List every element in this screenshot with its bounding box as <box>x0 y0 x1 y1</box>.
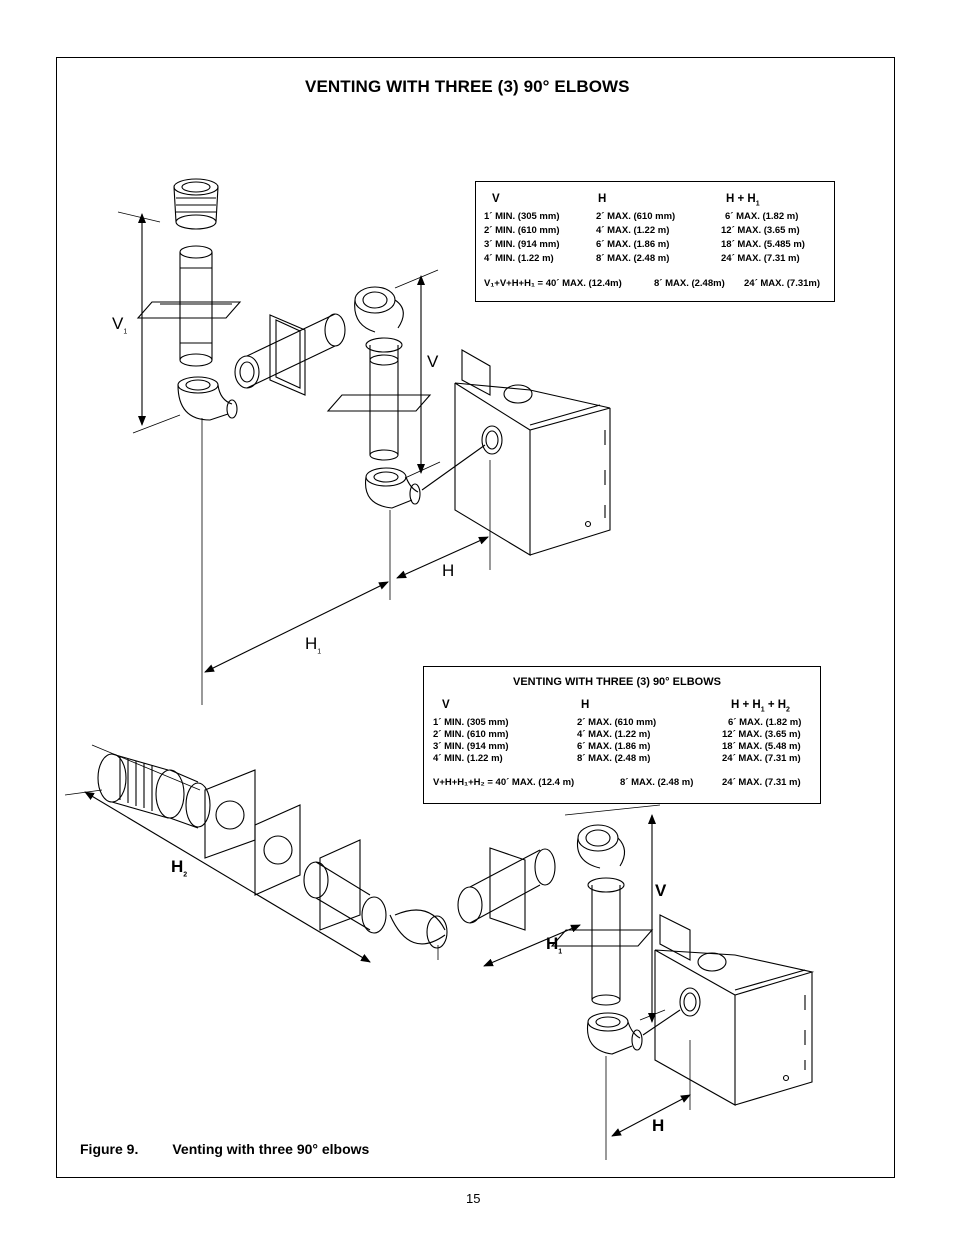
table-cell: 1´ MIN. (305 mm) <box>433 717 509 728</box>
table-cell: 6´ MAX. (1.82 m) <box>728 717 802 728</box>
page-number: 15 <box>466 1191 481 1206</box>
label-h-bottom: H <box>652 1116 665 1135</box>
table-cell: 8´ MAX. (2.48 m) <box>577 753 651 764</box>
label-v1: $V_1$ <box>112 314 128 336</box>
table-cell: 3´ MIN. (914 mm) <box>433 741 509 752</box>
table-cell: 4´ MAX. (1.22 m) <box>577 729 651 740</box>
table-cell: 6´ MAX. (1.86 m) <box>596 239 670 250</box>
table-summary-h: 8´ MAX. (2.48m) <box>654 278 725 289</box>
label-h: H <box>442 561 455 580</box>
table-cell: 18´ MAX. (5.48 m) <box>722 741 801 752</box>
page-title: VENTING WITH THREE (3) 90° ELBOWS <box>305 77 630 96</box>
table-summary-total: 24´ MAX. (7.31m) <box>744 278 821 289</box>
table-cell: 2´ MAX. (610 mm) <box>577 717 657 728</box>
table-cell: 3´ MIN. (914 mm) <box>484 239 560 250</box>
label-h1: $H_1$ <box>305 634 322 656</box>
bottom-vent-assembly <box>65 745 812 1160</box>
label-h2-bottom: $H_2$ <box>171 857 188 879</box>
table-cell: 12´ MAX. (3.65 m) <box>721 225 800 236</box>
col-header-h: H <box>598 193 607 205</box>
figure-number: Figure 9. <box>80 1141 139 1157</box>
col-header-h: H <box>581 699 590 711</box>
table-title: VENTING WITH THREE (3) 90° ELBOWS <box>513 676 721 688</box>
table-summary-formula: V+H+H₁+H₂ = 40´ MAX. (12.4 m) <box>433 777 575 788</box>
figure-caption <box>80 1141 369 1157</box>
table-cell: 2´ MIN. (610 mm) <box>433 729 509 740</box>
table-cell: 18´ MAX. (5.485 m) <box>721 239 805 250</box>
table-cell: 24´ MAX. (7.31 m) <box>721 253 800 264</box>
figure-caption-text: Venting with three 90° elbows <box>172 1141 370 1157</box>
bottom-spec-table <box>423 666 821 804</box>
top-spec-table <box>475 181 835 302</box>
table-cell: 2´ MIN. (610 mm) <box>484 225 560 236</box>
table-cell: 4´ MAX. (1.22 m) <box>596 225 670 236</box>
table-cell: 2´ MAX. (610 mm) <box>596 211 676 222</box>
table-cell: 4´ MIN. (1.22 m) <box>484 253 554 264</box>
col-header-v: V <box>492 193 500 205</box>
table-cell: 24´ MAX. (7.31 m) <box>722 753 801 764</box>
table-summary-formula: V₁+V+H+H₁ = 40´ MAX. (12.4m) <box>484 278 622 289</box>
table-cell: 1´ MIN. (305 mm) <box>484 211 560 222</box>
table-summary-h: 8´ MAX. (2.48 m) <box>620 777 694 788</box>
table-cell: 6´ MAX. (1.82 m) <box>725 211 799 222</box>
table-cell: 4´ MIN. (1.22 m) <box>433 753 503 764</box>
label-v-bottom: V <box>655 881 667 900</box>
table-cell: 8´ MAX. (2.48 m) <box>596 253 670 264</box>
label-h1-bottom: $H_1$ <box>546 934 563 956</box>
col-header-total: $H + H_1 + H_2$ <box>731 699 790 714</box>
col-header-total: $H + H_1$ <box>726 193 760 208</box>
table-cell: 6´ MAX. (1.86 m) <box>577 741 651 752</box>
label-v: V <box>427 352 439 371</box>
table-summary-total: 24´ MAX. (7.31 m) <box>722 777 801 788</box>
col-header-v: V <box>442 699 450 711</box>
table-cell: 12´ MAX. (3.65 m) <box>722 729 801 740</box>
